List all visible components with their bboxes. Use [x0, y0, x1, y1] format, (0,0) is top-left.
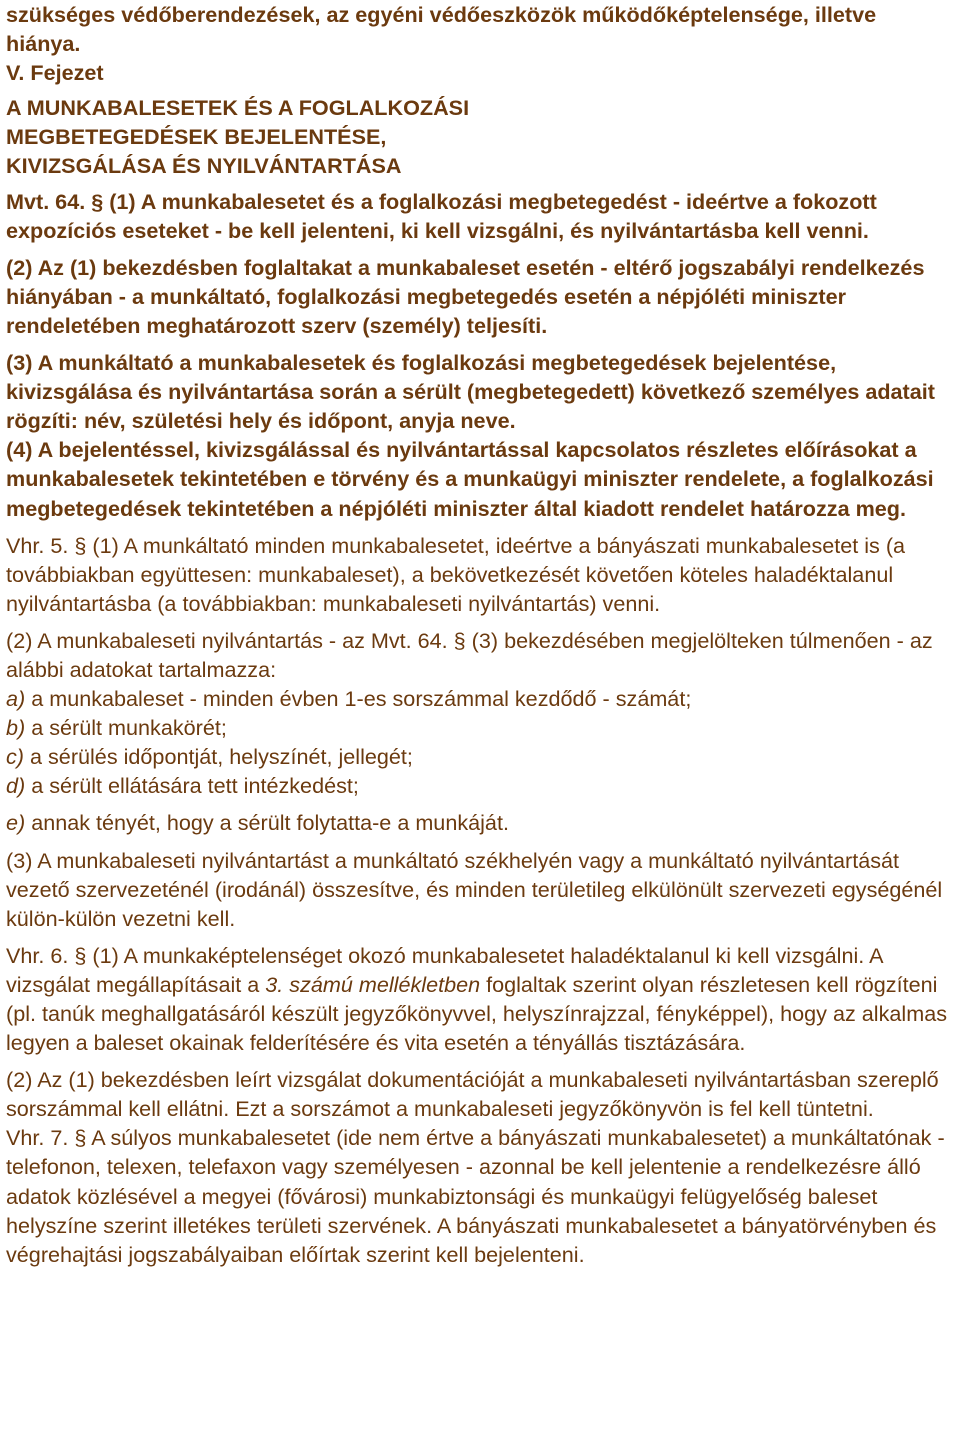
list-marker: c) — [6, 744, 24, 770]
section-heading-line: MEGBETEGEDÉSEK BEJELENTÉSE, — [6, 124, 387, 150]
list-item — [6, 713, 952, 742]
list-marker: a) — [6, 686, 26, 712]
vhr6-text-start: Vhr. 6. § (1) A munkaképtelenséget okozó munkabalesetet haladéktalanul ki kell vizsgálni. A vizsgálat megállapításait a — [6, 942, 883, 997]
mvt64-paragraph-1: Mvt. 64. § (1) A munkabalesetet és a foglalkozási megbetegedést - ideértve a fokozott expozíciós eseteket - be kell jelenteni, ki kell vizsgálni, és nyilvántartásba kell venni. — [6, 188, 877, 243]
vhr6-text-end: foglaltak szerint olyan részletesen kell rögzíteni (pl. tanúk meghallgatásáról készült jegyzőkönyvvel, helyszínrajzzal, fényképpel), hogy az alkalmas legyen a baleset okainak felderítésére és vita esetén a tényállás tisztázására. — [6, 971, 947, 1056]
list-item-text: a sérült munkakörét; — [25, 715, 227, 741]
list-item-text: annak tényét, hogy a sérült folytatta-e a munkáját. — [25, 810, 509, 836]
vhr6-paragraph-1 — [6, 941, 952, 1057]
list-item — [6, 808, 952, 837]
intro-paragraph: szükséges védőberendezések, az egyéni védőeszközök működőképtelensége, illetve hiánya. — [6, 2, 877, 57]
mvt64-paragraph-3: (3) A munkáltató a munkabalesetek és foglalkozási megbetegedések bejelentése, kivizsgálása és nyilvántartása során a sérült (megbetegedett) következő személyes adatait rögzíti: név, születési hely és időpont, anyja neve. — [6, 350, 935, 434]
vhr7-paragraph: Vhr. 7. § A súlyos munkabalesetet (ide nem értve a bányászati munkabalesetet) a munkáltatónak - telefonon, telexen, telefaxon vagy személyesen - azonnal be kell jelentenie a rendelkezésre álló adatok közlésével a megyei (fővárosi) munkabiztonsági és munkaügyi felügyelőség baleset helyszíne szerint illetékes területi szervének. A bányászati munkabalesetet a bányatörvényben és végrehajtási jogszabályaiban előírtak szerint kell bejelenteni. — [6, 1125, 945, 1267]
list-item-text: a sérült ellátására tett intézkedést; — [25, 773, 359, 799]
vhr5-paragraph-2: (2) A munkabaleseti nyilvántartás - az Mvt. 64. § (3) bekezdésében megjelölteken túlmenően - az alábbi adatokat tartalmazza: — [6, 627, 933, 682]
mvt64-paragraph-2: (2) Az (1) bekezdésben foglaltakat a munkabaleset esetén - eltérő jogszabályi rendelkezés hiányában - a munkáltató, foglalkozási megbetegedés esetén a népjóléti miniszter rendeletében meghatározott szerv (személy) teljesíti. — [6, 254, 925, 338]
list-marker: d) — [6, 773, 26, 799]
list-marker: b) — [6, 715, 26, 741]
list-marker: e) — [6, 810, 26, 836]
section-heading-line: A MUNKABALESETEK ÉS A FOGLALKOZÁSI — [6, 95, 470, 121]
section-heading-line: KIVIZSGÁLÁSA ÉS NYILVÁNTARTÁSA — [6, 153, 402, 179]
list-item — [6, 684, 952, 713]
vhr6-paragraph-2: (2) Az (1) bekezdésben leírt vizsgálat dokumentációját a munkabaleseti nyilvántartásban szereplő sorszámmal kell ellátni. Ezt a sorszámot a munkabaleseti jegyzőkönyvön is fel kell tüntetni. — [6, 1067, 939, 1122]
list-item — [6, 742, 952, 771]
list-item-text: a sérülés időpontját, helyszínét, jellegét; — [24, 744, 413, 770]
list-item-text: a munkabaleset - minden évben 1-es sorszámmal kezdődő - számát; — [25, 686, 692, 712]
annex-reference: 3. számú mellékletben — [265, 971, 481, 997]
chapter-title: V. Fejezet — [6, 60, 104, 86]
vhr5-paragraph-3: (3) A munkabaleseti nyilvántartást a munkáltató székhelyén vagy a munkáltató nyilvántartását vezető szervezeténél (irodánál) összesítve, és minden területileg elkülönült szervezeti egységénél külön-külön vezetni kell. — [6, 847, 943, 931]
section-heading — [6, 93, 952, 180]
mvt64-paragraph-4: (4) A bejelentéssel, kivizsgálással és nyilvántartással kapcsolatos részletes előírásokat a munkabalesetek tekintetében e törvény és a munkaügyi miniszter rendelete, a foglalkozási megbetegedések tekintetében a népjóléti miniszter által kiadott rendelet határozza meg. — [6, 437, 934, 521]
list-item — [6, 771, 952, 800]
vhr5-paragraph-1: Vhr. 5. § (1) A munkáltató minden munkabalesetet, ideértve a bányászati munkabalesetet is (a továbbiakban együttesen: munkabaleset), a bekövetkezését követően köteles haladéktalanul nyilvántartásba (a továbbiakban: munkabaleseti nyilvántartás) venni. — [6, 532, 906, 616]
